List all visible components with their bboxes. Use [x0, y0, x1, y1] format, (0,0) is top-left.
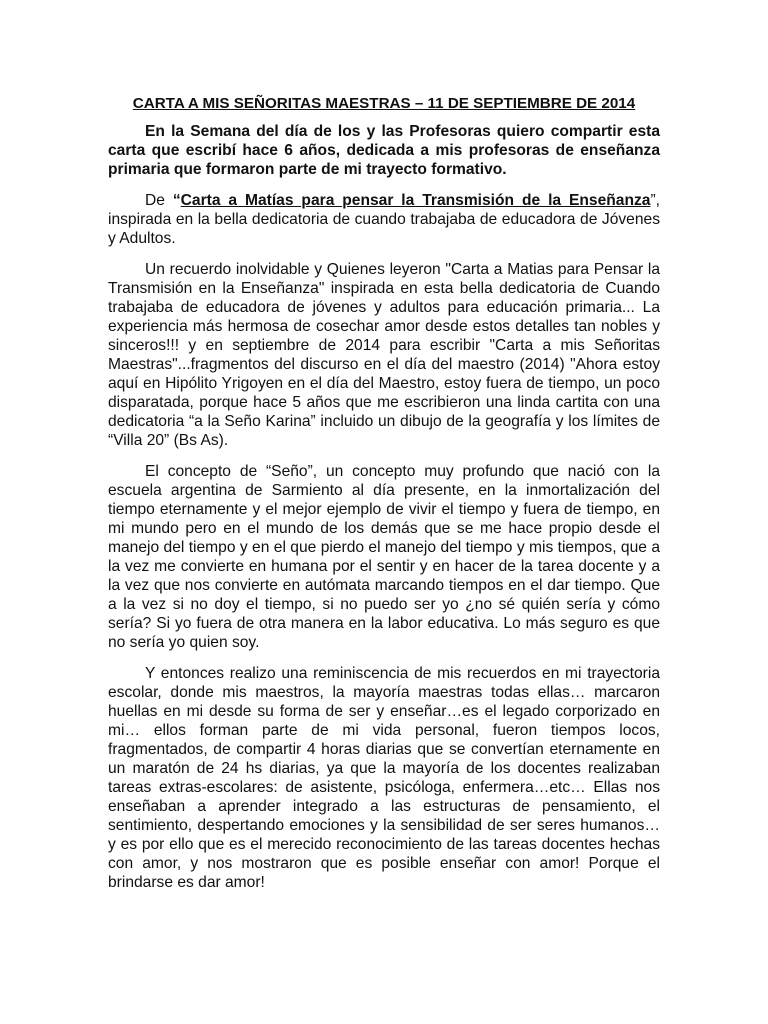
- reference-lead: De: [145, 192, 173, 209]
- seno-concept-paragraph: El concepto de “Seño”, un concepto muy profundo que nació con la escuela argentina de Sarmiento al día presente, en la inmortalización del tiempo eternamente y el mejor ejemplo de vivir el tiempo y fuera de tiempo, en mi mundo pero en el mundo de los demás que se me hace propio desde el manejo del tiempo y en el que pierdo el manejo del tiempo y mis tiempos, que a la vez me convierte en humana por el sentir y en hacer de la tarea docente y a la vez que nos convierte en autómata marcando tiempos en el dar tiempo. Que a la vez si no doy el tiempo, si no puedo ser yo ¿no sé quién sería y cómo sería? Si yo fuera de otra manera en la labor educativa. Lo más seguro es que no sería yo quien soy.: [108, 463, 660, 651]
- reference-title: Carta a Matías para pensar la Transmisión de la Enseñanza: [180, 192, 651, 209]
- reference-open-quote: “: [172, 192, 181, 209]
- reference-close-quote: ”: [650, 192, 656, 209]
- document-body: [108, 122, 660, 904]
- reference-rest: , inspirada en la bella dedicatoria de cuando trabajaba de educadora de Jóvenes y Adultos.: [108, 192, 660, 247]
- reference-paragraph: [108, 191, 660, 248]
- memory-paragraph: Un recuerdo inolvidable y Quienes leyeron "Carta a Matias para Pensar la Transmisión en la Enseñanza" inspirada en esta bella dedicatoria de Cuando trabajaba de educadora de jóvenes y adultos para educación primaria... La experiencia más hermosa de cosechar amor desde estos detalles tan nobles y sinceros!!! y en septiembre de 2014 para escribir "Carta a mis Señoritas Maestras"...fragmentos del discurso en el día del maestro (2014) "Ahora estoy aquí en Hipólito Yrigoyen en el día del Maestro, estoy fuera de tiempo, un poco disparatada, porque hace 5 años que me escribieron una linda cartita con una dedicatoria “a la Seño Karina” incluido un dibujo de la geografía y los límites de “Villa 20” (Bs As).: [108, 261, 660, 449]
- reminiscence-paragraph: Y entonces realizo una reminiscencia de mis recuerdos en mi trayectoria escolar, donde mis maestros, la mayoría maestras todas ellas… marcaron huellas en mi desde su forma de ser y enseñar…es el legado corporizado en mi… ellos forman parte de mi vida personal, fueron tiempos locos, fragmentados, de compartir 4 horas diarias que se convertían eternamente en un maratón de 24 hs diarias, ya que la mayoría de los docentes realizaban tareas extras-escolares: de asistente, psicóloga, enfermera…etc… Ellas nos enseñaban a aprender integrado a las estructuras de pensamiento, el sentimiento, despertando emociones y la sensibilidad de ser seres humanos… y es por ello que es el merecido reconocimiento de las tareas docentes hechas con amor, y nos mostraron que es posible enseñar con amor! Porque el brindarse es dar amor!: [108, 665, 660, 891]
- intro-paragraph: En la Semana del día de los y las Profesoras quiero compartir esta carta que escribí hace 6 años, dedicada a mis profesoras de enseñanza primaria que formaron parte de mi trayecto formativo.: [108, 123, 660, 178]
- document-title: CARTA A MIS SEÑORITAS MAESTRAS – 11 DE SEPTIEMBRE DE 2014: [132, 95, 636, 112]
